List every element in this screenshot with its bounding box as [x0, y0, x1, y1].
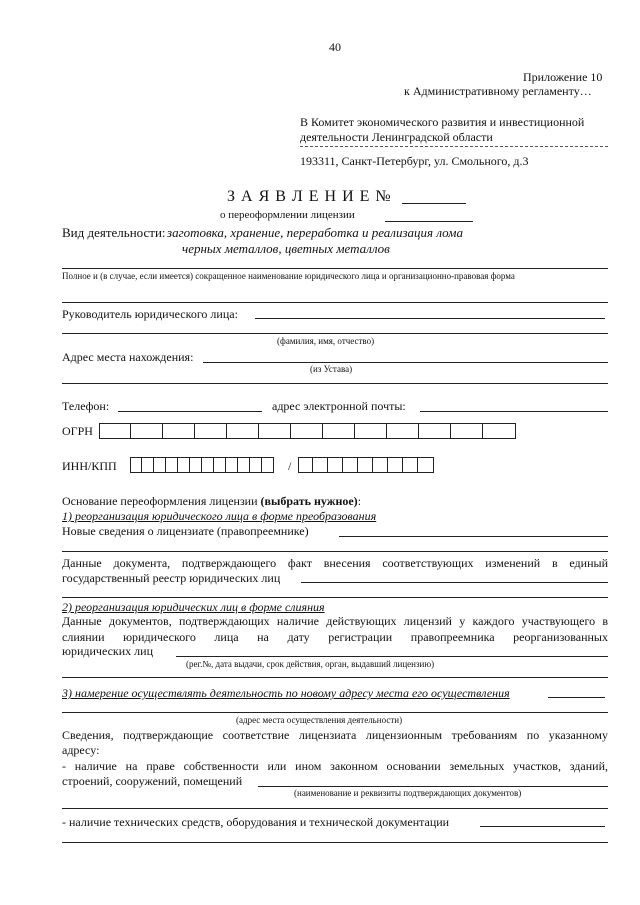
- option-3-caption: (адрес места осуществления деятельности): [236, 715, 403, 725]
- phone-label: Телефон:: [62, 399, 110, 413]
- ogrn-boxes[interactable]: [99, 423, 516, 439]
- org-name-caption: Полное и (в случае, если имеется) сокращенное наименование юридического лица и организационно-правовая форма: [62, 271, 515, 281]
- option-2-doc-line-2: слиянии юридического лица на дату регистрации правопреемника реорганизованных: [62, 630, 608, 644]
- equipment-field[interactable]: [480, 826, 605, 827]
- kpp-boxes[interactable]: [298, 457, 434, 473]
- head-caption: (фамилия, имя, отчество): [277, 336, 375, 346]
- appendix-reference: к Административному регламенту…: [404, 84, 592, 98]
- org-name-field[interactable]: [62, 268, 608, 269]
- option-3-title: 3) намерение осуществлять деятельность по новому адресу места его осуществления: [62, 686, 510, 700]
- ownership-line-3: [62, 808, 608, 809]
- option-1-doc-line-3: [62, 597, 608, 598]
- option-2-doc-field[interactable]: [176, 656, 608, 657]
- application-number-field[interactable]: [402, 203, 466, 204]
- compliance-line-1: Сведения, подтверждающие соответствие лицензиата лицензионным требованиям по указанному: [62, 728, 608, 742]
- ogrn-label: ОГРН: [62, 424, 93, 438]
- inn-boxes[interactable]: [130, 457, 274, 473]
- option-3-line-2: [62, 712, 608, 713]
- option-1-new-info-label: Новые сведения о лицензиате (правопреемнике): [62, 524, 309, 538]
- option-1-title: 1) реорганизация юридического лица в форме преобразования: [62, 509, 377, 523]
- head-label: Руководитель юридического лица:: [62, 307, 238, 321]
- option-1-line-2: [62, 551, 608, 552]
- option-1-doc-field[interactable]: [301, 582, 608, 583]
- option-3-address-field[interactable]: [548, 697, 605, 698]
- inn-kpp-label: ИНН/КПП: [62, 459, 117, 473]
- inn-kpp-separator: /: [288, 459, 292, 473]
- appendix-label: Приложение 10: [523, 70, 603, 84]
- phone-field[interactable]: [118, 411, 262, 412]
- email-field[interactable]: [420, 411, 608, 412]
- equipment-line-2: [62, 842, 608, 843]
- address-caption: (из Устава): [310, 364, 353, 374]
- ownership-line-2: строений, сооружений, помещений: [62, 774, 243, 788]
- org-name-line-2: [62, 302, 608, 303]
- option-2-caption: (рег.№, дата выдачи, срок действия, орган, выдавший лицензию): [186, 659, 435, 669]
- address-line-2: [62, 383, 608, 384]
- addressee-divider: [300, 146, 608, 147]
- activity-label: Вид деятельности:: [62, 225, 166, 240]
- grounds-intro: Основание переоформления лицензии (выбрать нужное):: [62, 494, 362, 508]
- head-name-field[interactable]: [255, 318, 605, 319]
- option-2-doc-line-3: юридических лиц: [62, 644, 153, 658]
- ownership-caption: (наименование и реквизиты подтверждающих документов): [294, 788, 522, 798]
- addressee-line-2: деятельности Ленинградской области: [300, 130, 493, 144]
- compliance-line-2: адресу:: [62, 743, 100, 757]
- option-2-doc-line-1: Данные документов, подтверждающих наличие действующих лицензий у каждого участвующего в: [62, 614, 608, 628]
- activity-value-line-2: черных металлов, цветных металлов: [182, 241, 390, 256]
- email-label: адрес электронной почты:: [272, 399, 406, 413]
- page-number: 40: [329, 40, 341, 54]
- head-line-2: [62, 333, 608, 334]
- option-1-new-info-field[interactable]: [339, 536, 608, 537]
- option-1-doc-line-1: Данные документа, подтверждающего факт внесения соответствующих изменений в единый: [62, 556, 608, 570]
- ownership-line-1: - наличие на праве собственности или ином законном основании земельных участков, зданий,: [62, 759, 608, 773]
- document-title: З А Я В Л Е Н И Е №: [227, 188, 392, 205]
- license-number-field[interactable]: [385, 221, 473, 222]
- equipment-label: - наличие технических средств, оборудования и технической документации: [62, 815, 450, 829]
- ownership-field[interactable]: [258, 786, 608, 787]
- address-label: Адрес места нахождения:: [62, 350, 194, 364]
- activity-value-line-1: заготовка, хранение, переработка и реализация лома: [167, 225, 463, 240]
- option-2-line-2: [62, 677, 608, 678]
- option-1-doc-line-2: государственный реестр юридических лиц: [62, 571, 281, 585]
- addressee-line-1: В Комитет экономического развития и инвестиционной: [300, 115, 585, 129]
- addressee-address: 193311, Санкт-Петербург, ул. Смольного, д.3: [300, 154, 529, 168]
- document-subtitle: о переоформлении лицензии: [220, 209, 355, 221]
- address-field[interactable]: [203, 362, 608, 363]
- option-2-title: 2) реорганизация юридических лиц в форме слияния: [62, 600, 325, 614]
